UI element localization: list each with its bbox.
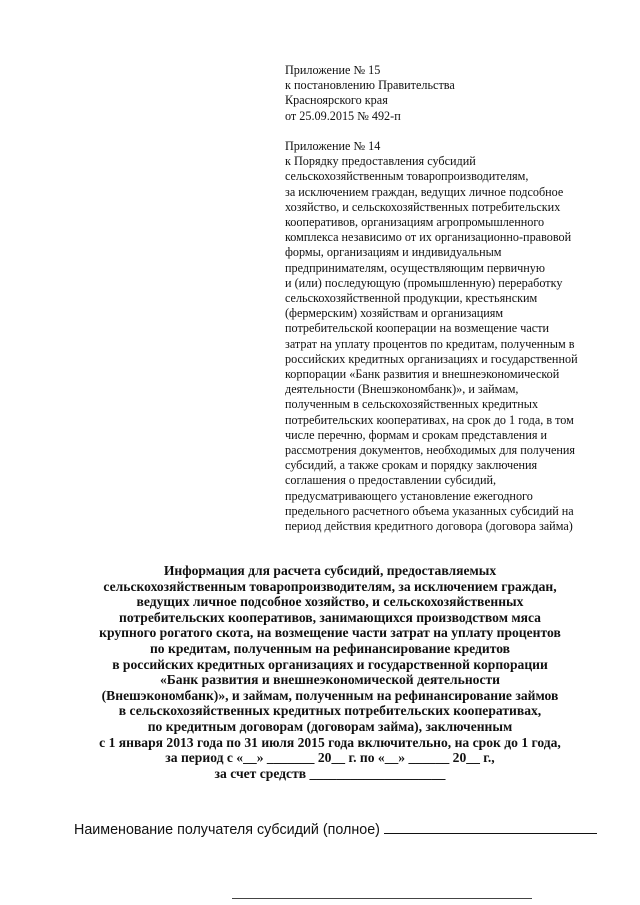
appendix-14-line: потребительских кооперативах, на срок до 1 года, в том [285, 412, 574, 427]
title-line: сельскохозяйственным товаропроизводителям, за исключением граждан, [103, 578, 557, 594]
appendix-14-line: формы, организациям и индивидуальным [285, 245, 502, 260]
title-line: ведущих личное подсобное хозяйство, и сельскохозяйственных [136, 594, 524, 610]
title-line: в российских кредитных организациях и государственной корпорации [112, 656, 548, 672]
recipient-name-blank [384, 821, 597, 834]
appendix-14-line: полученным в сельскохозяйственных кредитных [285, 397, 539, 412]
appendix-14-line: хозяйство, и сельскохозяйственных потребительских [285, 199, 561, 214]
appendix-14-line: предусматривающего установление ежегодного [285, 488, 533, 503]
recipient-name-label: Наименование получателя субсидий (полное) [74, 822, 380, 838]
appendix-14-line: числе перечню, формам и срокам представления и [285, 427, 548, 442]
recipient-name-field [74, 821, 597, 838]
appendix-14-header [285, 139, 615, 534]
document-title [40, 563, 620, 781]
appendix-15-line: Приложение № 15 [285, 63, 381, 77]
title-line: по кредитным договорам (договорам займа), заключенным [147, 718, 513, 734]
appendix-14-line: к Порядку предоставления субсидий [285, 154, 476, 169]
appendix-14-line: затрат на уплату процентов по кредитам, полученным в [285, 336, 575, 351]
appendix-14-line: потребительской кооперации на возмещение части [285, 321, 550, 336]
appendix-14-line: деятельности (Внешэкономбанк)», и займам, [285, 382, 519, 397]
title-line: «Банк развития и внешнеэкономической деятельности [159, 672, 500, 688]
title-funding-line: за счет средств ____________________ [214, 765, 446, 781]
appendix-14-line: предпринимателям, осуществляющим первичную [285, 260, 545, 275]
appendix-14-line: (фермерским) хозяйствам и организациям [285, 306, 504, 321]
appendix-14-line: период действия кредитного договора (договора займа) [285, 519, 573, 534]
appendix-14-line: за исключением граждан, ведущих личное подсобное [285, 184, 564, 199]
appendix-14-line: предельного расчетного объема указанных субсидий на [285, 503, 574, 518]
appendix-14-line: российских кредитных организациях и государственной [285, 351, 578, 366]
appendix-15-header [285, 63, 615, 124]
appendix-14-line: сельскохозяйственной продукции, крестьянским [285, 291, 538, 306]
title-line: Информация для расчета субсидий, предоставляемых [163, 563, 497, 578]
title-line: по кредитам, полученным на рефинансирование кредитов [149, 640, 511, 656]
title-line: в сельскохозяйственных кредитных потребительских кооперативах, [118, 703, 542, 719]
title-line: крупного рогатого скота, на возмещение части затрат на уплату процентов [99, 625, 561, 641]
title-period-line: за период с «__» _______ 20__ г. по «__» ______ 20__ г., [165, 750, 495, 766]
appendix-14-line: Приложение № 14 [285, 139, 381, 153]
appendix-14-line: комплекса независимо от их организационно-правовой [285, 230, 572, 245]
appendix-14-line: и (или) последующую (промышленную) переработку [285, 275, 563, 290]
appendix-14-line: кооперативов, организациям агропромышленного [285, 215, 545, 230]
title-line: (Внешэкономбанк)», и займам, полученным на рефинансирование займов [101, 687, 559, 703]
appendix-14-line: рассмотрения документов, необходимых для получения [285, 443, 576, 458]
appendix-14-line: субсидий, а также срокам и порядку заключения [285, 458, 538, 473]
appendix-15-line: Красноярского края [285, 93, 388, 108]
title-line: с 1 января 2013 года по 31 июля 2015 года включительно, на срок до 1 года, [99, 734, 561, 750]
appendix-14-line: корпорации «Банк развития и внешнеэкономической [285, 367, 560, 382]
appendix-14-line: соглашения о предоставлении субсидий, [285, 473, 497, 488]
appendix-15-line: к постановлению Правительства [285, 78, 455, 93]
appendix-14-line: сельскохозяйственным товаропроизводителям, [285, 169, 529, 184]
appendix-15-line: от 25.09.2015 № 492-п [285, 108, 401, 123]
scan-edge-line [232, 898, 532, 899]
title-line: потребительских кооперативов, занимающихся производством мяса [119, 609, 541, 625]
